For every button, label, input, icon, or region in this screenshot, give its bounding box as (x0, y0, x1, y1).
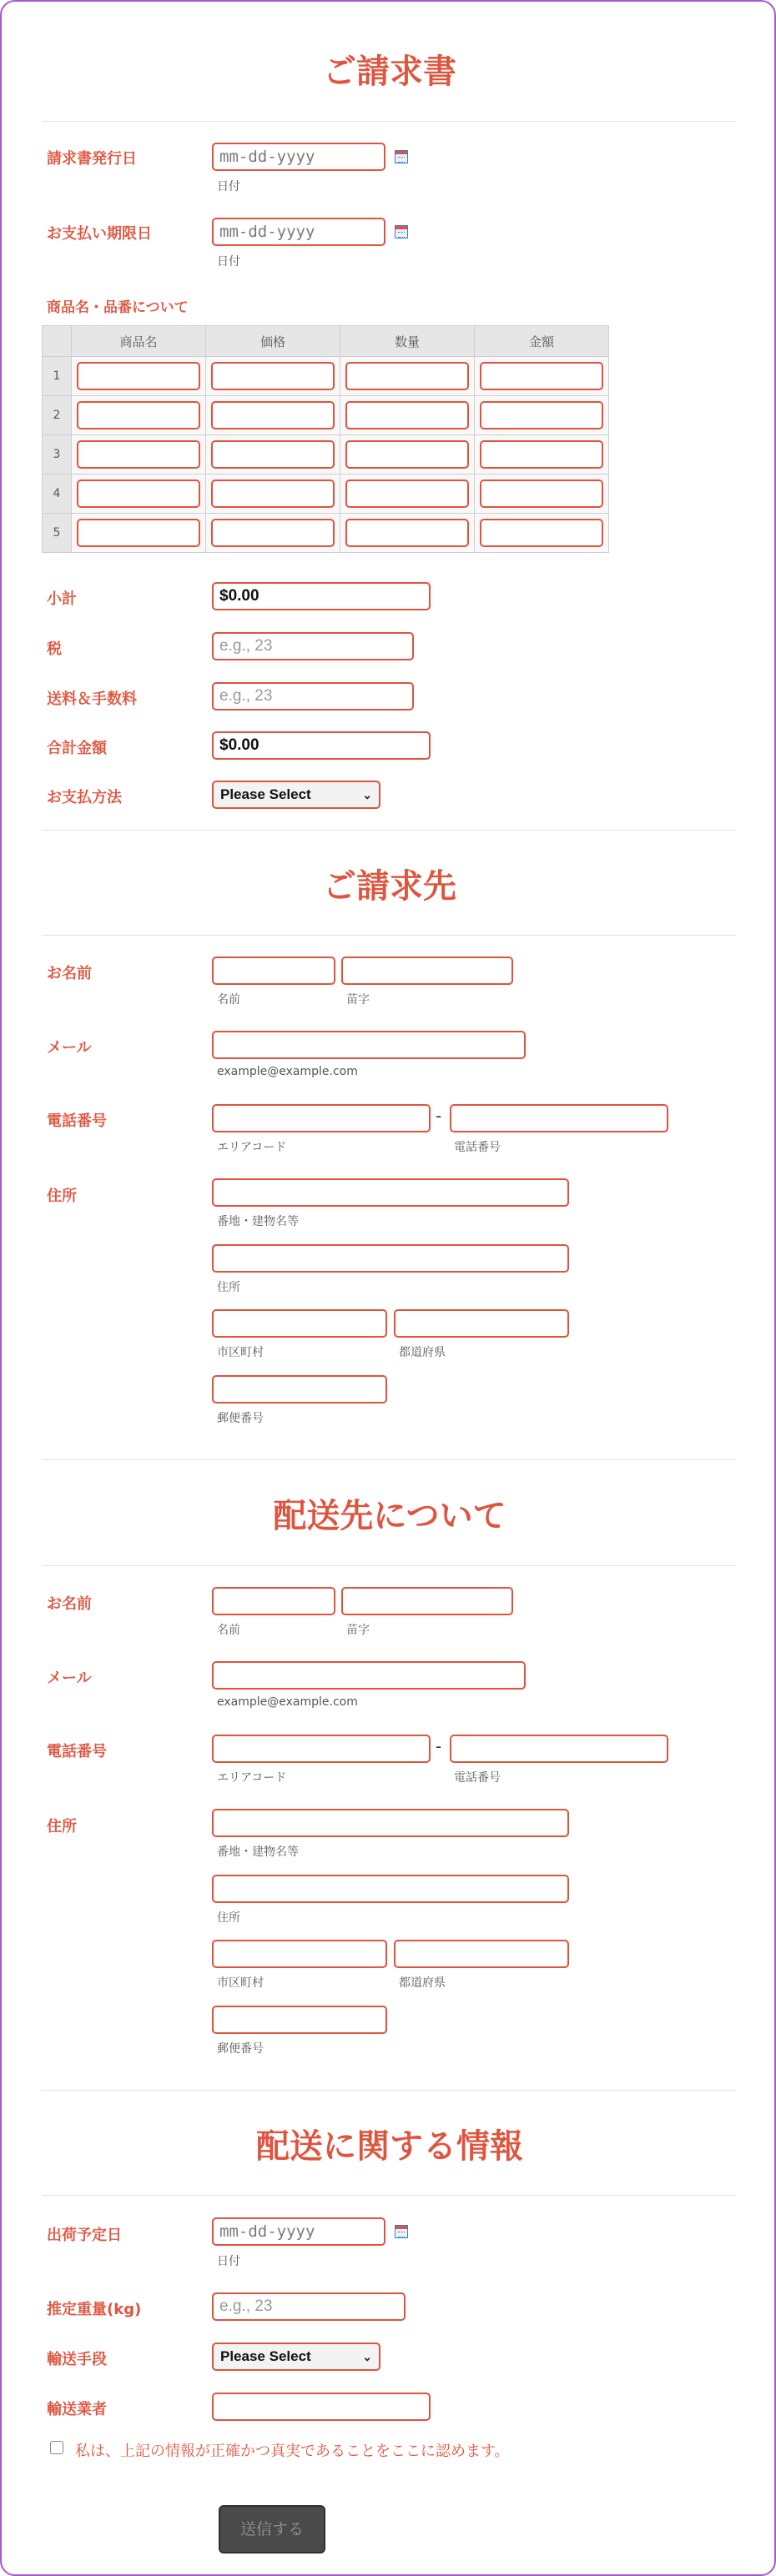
item-price-input[interactable] (211, 362, 335, 390)
shipping-email-label: メール (47, 1670, 92, 1687)
divider (42, 1459, 736, 1460)
items-table (42, 325, 609, 553)
item-price-input[interactable] (211, 440, 335, 469)
item-quantity-input[interactable] (345, 440, 469, 469)
shipping-address-line2-input[interactable] (212, 1875, 569, 1903)
shipping-fee-input[interactable]: e.g., 23 (212, 682, 414, 711)
phone-sublabel: 電話番号 (454, 1141, 501, 1154)
billing-address-line1-input[interactable] (212, 1178, 569, 1207)
column-header: 数量 (340, 326, 475, 357)
item-name-input[interactable] (77, 440, 200, 469)
item-amount-input[interactable] (480, 480, 603, 508)
calendar-icon[interactable] (395, 150, 408, 163)
city-sublabel: 市区町村 (217, 1976, 264, 1990)
zip-sublabel: 郵便番号 (217, 1412, 264, 1425)
carrier-input[interactable] (212, 2393, 431, 2421)
item-name-input[interactable] (77, 362, 200, 390)
shipping-address-label: 住所 (47, 1818, 77, 1835)
table-row (43, 514, 609, 553)
shipping-city-input[interactable] (212, 1940, 387, 1968)
ship-date-label: 出荷予定日 (47, 2227, 122, 2244)
billing-area-code-input[interactable] (212, 1104, 431, 1132)
last-name-sublabel: 苗字 (346, 993, 370, 1007)
subtotal-field: $0.00 (212, 582, 431, 610)
transport-method-label: 輸送手段 (47, 2351, 107, 2368)
billing-last-name-input[interactable] (341, 957, 513, 985)
chevron-down-icon: ⌄ (362, 788, 372, 801)
shipping-address-line1-input[interactable] (212, 1809, 569, 1837)
issue-date-label: 請求書発行日 (47, 150, 137, 168)
item-amount-input[interactable] (480, 362, 603, 390)
tax-input[interactable]: e.g., 23 (212, 632, 414, 660)
divider (42, 2090, 736, 2091)
payment-method-select[interactable] (212, 781, 380, 809)
table-corner (43, 326, 72, 357)
first-name-sublabel: 名前 (217, 1624, 240, 1637)
billing-email-label: メール (47, 1039, 92, 1057)
due-date-label: お支払い期限日 (47, 225, 152, 243)
item-amount-input[interactable] (480, 519, 603, 547)
item-name-input[interactable] (77, 401, 200, 429)
billing-zip-input[interactable] (212, 1375, 387, 1403)
address-line1-sublabel: 番地・建物名等 (217, 1845, 299, 1859)
item-quantity-input[interactable] (345, 401, 469, 429)
issue-date-sublabel: 日付 (217, 180, 240, 193)
state-sublabel: 都道府県 (399, 1976, 446, 1990)
shipping-state-input[interactable] (394, 1940, 569, 1968)
billing-city-input[interactable] (212, 1309, 387, 1338)
area-code-sublabel: エリアコード (217, 1771, 287, 1785)
due-date-sublabel: 日付 (217, 255, 240, 269)
divider (42, 1565, 736, 1566)
table-row (43, 396, 609, 435)
shipping-phone-input[interactable] (450, 1735, 668, 1763)
billing-address-label: 住所 (47, 1188, 77, 1205)
row-number: 2 (43, 396, 72, 435)
chevron-down-icon: ⌄ (362, 2350, 372, 2363)
last-name-sublabel: 苗字 (346, 1624, 370, 1637)
tax-label: 税 (47, 640, 62, 658)
item-amount-input[interactable] (480, 440, 603, 469)
weight-label: 推定重量(kg) (47, 2301, 142, 2318)
divider (42, 830, 736, 831)
shipping-area-code-input[interactable] (212, 1735, 431, 1763)
shipping-fee-label: 送料＆手数料 (47, 690, 137, 708)
shipping-email-input[interactable] (212, 1661, 526, 1690)
payment-method-label: お支払方法 (47, 789, 122, 806)
weight-input[interactable]: e.g., 23 (212, 2292, 406, 2321)
divider (42, 121, 736, 122)
table-row (43, 475, 609, 514)
billing-name-label: お名前 (47, 965, 92, 982)
shipping-zip-input[interactable] (212, 2006, 387, 2034)
address-line1-sublabel: 番地・建物名等 (217, 1215, 299, 1228)
shipping-first-name-input[interactable] (212, 1587, 335, 1615)
table-row (43, 357, 609, 396)
items-label: 商品名・品番について (47, 299, 189, 316)
issue-date-input[interactable]: mm-dd-yyyy (212, 143, 385, 171)
item-name-input[interactable] (77, 519, 200, 547)
column-header: 金額 (475, 326, 609, 357)
row-number: 1 (43, 357, 72, 396)
total-label: 合計金額 (47, 740, 107, 757)
column-header: 商品名 (72, 326, 206, 357)
phone-separator: - (436, 1106, 442, 1126)
calendar-icon[interactable] (395, 2225, 408, 2238)
billing-address-line2-input[interactable] (212, 1244, 569, 1273)
shipping-name-label: お名前 (47, 1595, 92, 1613)
item-amount-input[interactable] (480, 401, 603, 429)
shipping-title: 配送先について (273, 1497, 506, 1535)
billing-title: ご請求先 (323, 867, 456, 906)
billing-phone-label: 電話番号 (47, 1112, 107, 1130)
carrier-label: 輸送業者 (47, 2401, 107, 2418)
area-code-sublabel: エリアコード (217, 1141, 287, 1154)
invoice-title: ご請求書 (323, 53, 456, 91)
due-date-input[interactable]: mm-dd-yyyy (212, 218, 385, 246)
total-field: $0.00 (212, 731, 431, 760)
email-sublabel: example@example.com (217, 1065, 358, 1078)
transport-method-value: Please Select (220, 2348, 311, 2364)
confirm-text: 私は、上記の情報が正確かつ真実であることをここに認めます。 (75, 2443, 510, 2460)
item-price-input[interactable] (211, 519, 335, 547)
column-header: 価格 (206, 326, 340, 357)
row-number: 3 (43, 435, 72, 475)
billing-email-input[interactable] (212, 1031, 526, 1059)
ship-date-sublabel: 日付 (217, 2255, 240, 2268)
billing-state-input[interactable] (394, 1309, 569, 1338)
row-number: 4 (43, 475, 72, 514)
billing-first-name-input[interactable] (212, 957, 335, 985)
divider (42, 2195, 736, 2196)
calendar-icon[interactable] (395, 225, 408, 239)
submit-button[interactable]: 送信する (219, 2505, 325, 2553)
email-sublabel: example@example.com (217, 1695, 358, 1709)
item-quantity-input[interactable] (345, 480, 469, 508)
phone-sublabel: 電話番号 (454, 1771, 501, 1785)
address-line2-sublabel: 住所 (217, 1911, 240, 1925)
item-name-input[interactable] (77, 480, 200, 508)
first-name-sublabel: 名前 (217, 993, 240, 1007)
city-sublabel: 市区町村 (217, 1346, 264, 1359)
table-row (43, 435, 609, 475)
phone-separator: - (436, 1736, 442, 1756)
item-quantity-input[interactable] (345, 362, 469, 390)
item-quantity-input[interactable] (345, 519, 469, 547)
shipping-phone-label: 電話番号 (47, 1743, 107, 1760)
address-line2-sublabel: 住所 (217, 1281, 240, 1294)
state-sublabel: 都道府県 (399, 1346, 446, 1359)
item-price-input[interactable] (211, 480, 335, 508)
shipping-last-name-input[interactable] (341, 1587, 513, 1615)
payment-method-value: Please Select (220, 786, 311, 802)
row-number: 5 (43, 514, 72, 553)
billing-phone-input[interactable] (450, 1104, 668, 1132)
subtotal-label: 小計 (47, 590, 77, 608)
delivery-title: 配送に関する情報 (256, 2127, 523, 2166)
ship-date-input[interactable]: mm-dd-yyyy (212, 2217, 385, 2246)
item-price-input[interactable] (211, 401, 335, 429)
transport-method-select[interactable] (212, 2343, 380, 2371)
zip-sublabel: 郵便番号 (217, 2042, 264, 2056)
items-table-header (43, 326, 609, 357)
confirm-checkbox[interactable] (50, 2441, 63, 2454)
divider (42, 935, 736, 936)
